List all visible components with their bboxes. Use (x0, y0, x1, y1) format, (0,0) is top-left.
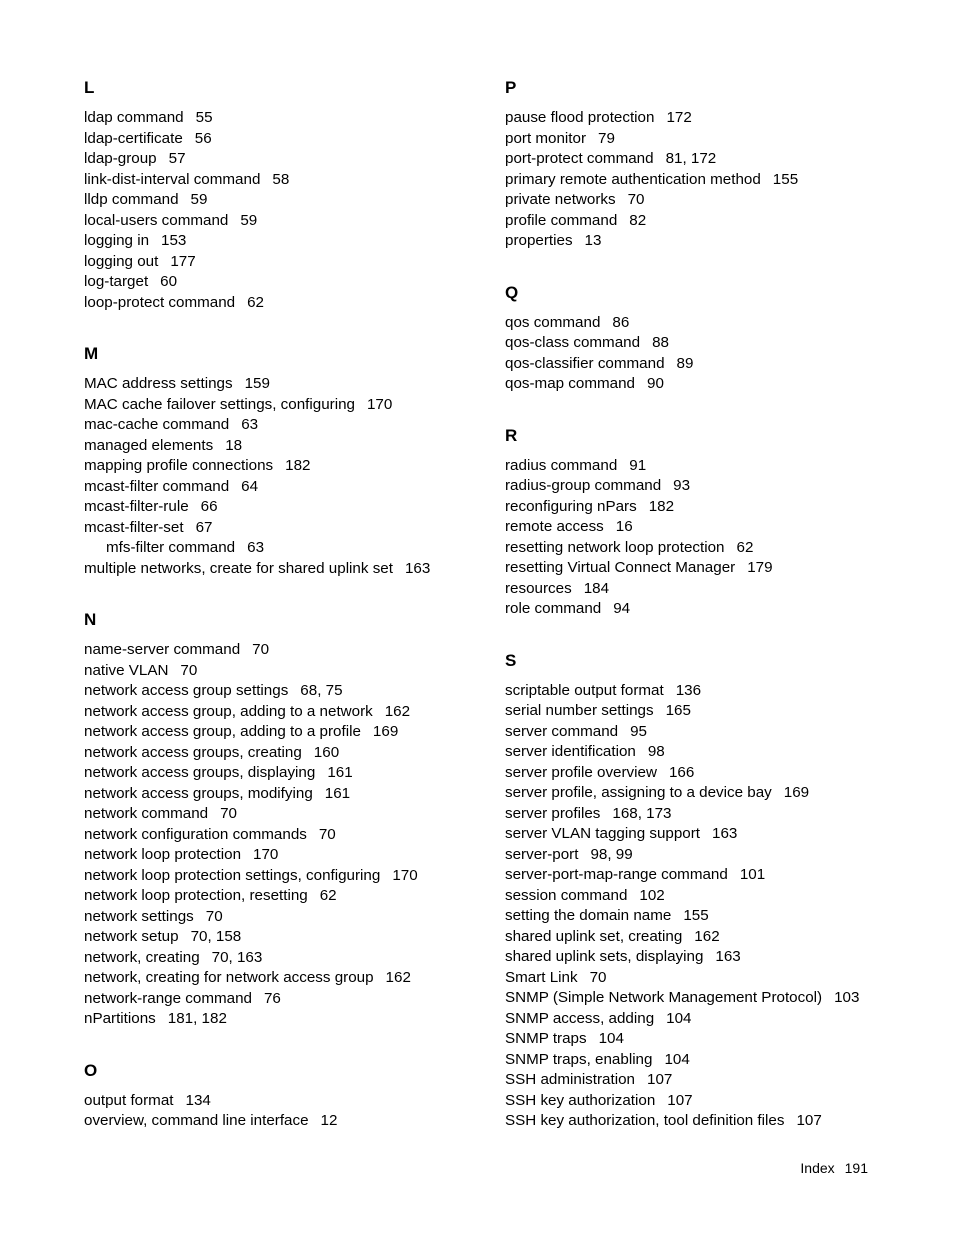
entry-term: resetting Virtual Connect Manager (505, 559, 736, 576)
index-entry (505, 988, 925, 1009)
index-entry (84, 456, 484, 477)
index-entry (84, 170, 484, 191)
entry-page-ref[interactable]: 162 (385, 969, 411, 986)
entry-term: remote access (505, 518, 604, 535)
entry-term: log-target (84, 273, 149, 290)
index-entry (505, 968, 925, 989)
entry-term: qos-map command (505, 375, 635, 392)
index-entry (84, 559, 484, 580)
entry-term: properties (505, 232, 573, 249)
entry-term: nPartitions (84, 1010, 156, 1027)
section-gap (84, 579, 484, 608)
entry-term: pause flood protection (505, 109, 655, 126)
entry-page-ref[interactable]: 177 (170, 252, 196, 270)
index-entry (84, 374, 484, 395)
entry-term: primary remote authentication method (505, 170, 761, 188)
section-gap (505, 252, 925, 281)
entry-page-ref[interactable]: 93 (673, 477, 691, 494)
entry-page-ref[interactable]: 64 (241, 477, 259, 495)
entry-page-ref[interactable]: 163 (712, 825, 738, 842)
index-entry (505, 558, 925, 579)
entry-page-ref[interactable]: 82 (629, 211, 647, 229)
entry-page-ref[interactable]: 182 (285, 457, 311, 474)
entry-term: setting the domain name (505, 907, 672, 924)
entry-page-ref[interactable]: 161 (327, 764, 353, 781)
entry-page-ref[interactable]: 59 (190, 191, 208, 208)
section-gap (505, 620, 925, 649)
entry-term: name-server command (84, 641, 241, 658)
entry-term: loop-protect command (84, 293, 236, 311)
entry-page-ref[interactable]: 136 (675, 681, 702, 699)
entry-page-ref[interactable]: 168, 173 (612, 804, 672, 822)
index-entry (505, 1050, 925, 1071)
entry-term: server identification (505, 743, 636, 760)
index-entry (84, 211, 484, 232)
entry-term: radius-group command (505, 477, 662, 494)
entry-term: server VLAN tagging support (505, 825, 701, 842)
entry-page-ref[interactable]: 95 (630, 722, 648, 740)
entry-term: resetting network loop protection (505, 538, 725, 556)
entry-term: private networks (505, 191, 616, 208)
index-entry (84, 293, 484, 314)
entry-page-ref[interactable]: 170 (253, 846, 279, 863)
entry-page-ref[interactable]: 170 (392, 866, 418, 884)
entry-page-ref[interactable]: 79 (598, 129, 615, 147)
entry-term: managed elements (84, 436, 214, 454)
entry-page-ref[interactable]: 160 (313, 743, 340, 761)
index-entry (84, 784, 484, 805)
entry-term: SNMP access, adding (505, 1009, 655, 1027)
index-entry (84, 1009, 484, 1030)
index-entry (84, 948, 484, 969)
entry-term: network access group, adding to a profile (84, 723, 361, 740)
entry-term: lldp command (84, 191, 179, 208)
index-entry (84, 1091, 484, 1112)
index-entry (84, 681, 484, 702)
index-entry (505, 456, 925, 477)
entry-term: link-dist-interval command (84, 170, 261, 188)
index-entry (84, 886, 484, 907)
entry-page-ref[interactable]: 184 (583, 579, 610, 597)
entry-term: server profiles (505, 804, 601, 822)
entry-page-ref[interactable]: 170 (366, 395, 393, 413)
entry-term: mac-cache command (84, 416, 230, 433)
entry-page-ref[interactable]: 63 (241, 416, 259, 433)
index-entry (84, 722, 484, 743)
entry-term: mcast-filter command (84, 477, 230, 495)
entry-page-ref[interactable]: 104 (598, 1030, 624, 1047)
index-entry (84, 989, 484, 1010)
section-gap (84, 1030, 484, 1059)
entry-page-ref[interactable]: 70, 158 (190, 928, 242, 945)
index-entry (505, 906, 925, 927)
index-entry (84, 825, 484, 846)
index-entry (505, 517, 925, 538)
entry-page-ref[interactable]: 70 (627, 191, 645, 208)
section-letter: O (84, 1060, 98, 1080)
entry-page-ref[interactable]: 16 (615, 518, 633, 535)
entry-term: network, creating (84, 948, 200, 966)
entry-term: resources (505, 579, 572, 597)
index-column-left (84, 76, 484, 1132)
index-entry (84, 149, 484, 170)
entry-page-ref[interactable]: 88 (652, 334, 669, 351)
index-entry (84, 129, 484, 150)
entry-term: mcast-filter-set (84, 518, 184, 536)
index-entry (84, 477, 484, 498)
entry-term: server-port-map-range command (505, 866, 728, 883)
entry-term: network access group, adding to a network (84, 702, 373, 720)
entry-page-ref[interactable]: 70 (205, 907, 223, 925)
entry-term: session command (505, 886, 628, 904)
entry-term: network, creating for network access group (84, 969, 374, 986)
entry-term: port monitor (505, 129, 587, 147)
entry-term: MAC address settings (84, 375, 233, 392)
entry-term: network access groups, displaying (84, 764, 316, 781)
entry-term: logging in (84, 232, 150, 249)
index-entry (84, 415, 484, 436)
entry-term: server-port (505, 845, 579, 863)
index-entry (84, 1111, 484, 1132)
entry-page-ref[interactable]: 70 (589, 968, 607, 986)
index-entry (505, 804, 925, 825)
entry-page-ref[interactable]: 161 (324, 784, 351, 802)
entry-page-ref[interactable]: 63 (247, 539, 265, 556)
entry-page-ref[interactable]: 159 (244, 375, 270, 392)
entry-term: output format (84, 1091, 174, 1109)
entry-term: network access group settings (84, 682, 289, 699)
index-entry (505, 354, 925, 375)
entry-term: network access groups, modifying (84, 784, 313, 802)
entry-term: SNMP traps, enabling (505, 1050, 653, 1068)
entry-page-ref[interactable]: 134 (185, 1091, 211, 1109)
index-entry (84, 538, 484, 559)
entry-term: mapping profile connections (84, 457, 274, 474)
index-entry (84, 252, 484, 273)
section-letter: L (84, 78, 95, 97)
entry-page-ref[interactable]: 56 (194, 129, 212, 147)
entry-term: qos command (505, 313, 601, 331)
entry-page-ref[interactable]: 55 (195, 109, 213, 126)
section-gap (84, 313, 484, 342)
entry-term: network configuration commands (84, 825, 307, 843)
entry-term: server profile, assigning to a device bay (505, 784, 772, 801)
entry-page-ref[interactable]: 13 (584, 232, 602, 249)
entry-term: network loop protection, resetting (84, 887, 308, 904)
entry-page-ref[interactable]: 162 (384, 702, 411, 720)
entry-page-ref[interactable]: 60 (160, 273, 178, 290)
index-entry (505, 1029, 925, 1050)
index-section (505, 649, 925, 1132)
entry-term: qos-classifier command (505, 354, 665, 372)
index-entry (84, 927, 484, 948)
entry-term: native VLAN (84, 661, 169, 679)
index-entry (505, 701, 925, 722)
section-letter: Q (505, 282, 519, 302)
index-entry (505, 742, 925, 763)
section-gap (505, 395, 925, 424)
index-entry (505, 681, 925, 702)
index-column-right (505, 76, 925, 1132)
index-entry (505, 947, 925, 968)
index-entry (505, 783, 925, 804)
entry-page-ref[interactable]: 70, 163 (211, 948, 263, 966)
entry-page-ref[interactable]: 107 (647, 1071, 673, 1088)
entry-term: Smart Link (505, 968, 578, 986)
entry-page-ref[interactable]: 104 (666, 1009, 692, 1027)
index-entry (505, 129, 925, 150)
index-entry (84, 804, 484, 825)
entry-term: local-users command (84, 211, 229, 229)
entry-page-ref[interactable]: 70 (318, 825, 336, 843)
entry-term: overview, command line interface (84, 1112, 309, 1129)
index-entry (84, 743, 484, 764)
section-letter: P (505, 78, 517, 97)
entry-term: server command (505, 722, 619, 740)
index-entry (84, 518, 484, 539)
entry-term: ldap command (84, 109, 184, 126)
entry-page-ref[interactable]: 169 (783, 784, 810, 801)
index-entry (84, 661, 484, 682)
index-entry (505, 313, 925, 334)
index-entry (505, 149, 925, 170)
entry-term: network access groups, creating (84, 743, 302, 761)
index-entry (505, 476, 925, 497)
entry-page-ref[interactable]: 57 (168, 150, 186, 167)
entry-page-ref[interactable]: 155 (772, 170, 799, 188)
entry-term: network command (84, 805, 209, 822)
entry-page-ref[interactable]: 179 (747, 559, 773, 576)
section-letter: S (505, 650, 517, 670)
index-entry (505, 763, 925, 784)
entry-page-ref[interactable]: 104 (664, 1050, 690, 1068)
index-entry (505, 231, 925, 252)
entry-term: scriptable output format (505, 681, 664, 699)
entry-term: radius command (505, 456, 618, 474)
entry-term: mfs-filter command (106, 539, 236, 556)
index-entry (84, 190, 484, 211)
page-number: 191 (844, 1160, 868, 1176)
entry-page-ref[interactable]: 101 (739, 866, 766, 883)
entry-page-ref[interactable]: 155 (683, 907, 709, 924)
index-section (505, 76, 925, 252)
entry-term: shared uplink sets, displaying (505, 948, 704, 965)
entry-term: mcast-filter-rule (84, 498, 189, 515)
entry-page-ref[interactable]: 62 (736, 538, 754, 556)
entry-page-ref[interactable]: 70 (180, 661, 198, 679)
entry-term: network setup (84, 928, 179, 945)
entry-term: logging out (84, 252, 159, 270)
index-section (505, 424, 925, 620)
index-entry (84, 231, 484, 252)
entry-term: shared uplink set, creating (505, 927, 683, 945)
index-section (84, 608, 484, 1030)
entry-term: ldap-group (84, 150, 157, 167)
index-entry (84, 395, 484, 416)
index-entry (505, 865, 925, 886)
entry-page-ref[interactable]: 163 (404, 559, 431, 577)
index-section (505, 281, 925, 395)
entry-page-ref[interactable]: 172 (666, 109, 692, 126)
entry-term: SNMP (Simple Network Management Protocol) (505, 989, 823, 1006)
entry-term: network loop protection (84, 846, 242, 863)
entry-term: ldap-certificate (84, 129, 183, 147)
section-letter: M (84, 344, 99, 363)
entry-page-ref[interactable]: 98 (647, 743, 665, 760)
entry-term: role command (505, 600, 602, 617)
entry-page-ref[interactable]: 98, 99 (590, 845, 633, 863)
entry-term: multiple networks, create for shared uplink set (84, 559, 393, 577)
index-section (84, 1059, 484, 1132)
entry-term: profile command (505, 211, 618, 229)
entry-page-ref[interactable]: 90 (647, 375, 664, 392)
entry-page-ref[interactable]: 107 (796, 1112, 822, 1129)
index-entry (505, 927, 925, 948)
index-entry (505, 886, 925, 907)
index-entry (505, 579, 925, 600)
index-entry (505, 722, 925, 743)
entry-page-ref[interactable]: 66 (200, 498, 218, 515)
entry-page-ref[interactable]: 91 (629, 456, 647, 474)
index-entry (84, 907, 484, 928)
index-entry (505, 170, 925, 191)
entry-term: network loop protection settings, configuring (84, 866, 381, 884)
entry-term: SSH key authorization (505, 1091, 656, 1109)
index-entry (84, 866, 484, 887)
index-entry (505, 211, 925, 232)
index-entry (84, 640, 484, 661)
entry-term: SNMP traps (505, 1030, 587, 1047)
index-entry (505, 374, 925, 395)
entry-page-ref[interactable]: 165 (665, 702, 691, 719)
entry-term: MAC cache failover settings, configuring (84, 395, 355, 413)
entry-page-ref[interactable]: 68, 75 (300, 682, 343, 699)
entry-page-ref[interactable]: 62 (247, 293, 265, 311)
index-entry (84, 845, 484, 866)
entry-page-ref[interactable]: 107 (667, 1091, 693, 1109)
index-entry (505, 1009, 925, 1030)
entry-term: SSH key authorization, tool definition files (505, 1112, 785, 1129)
entry-term: server profile overview (505, 763, 657, 781)
index-entry (505, 108, 925, 129)
index-section (84, 76, 484, 313)
index-entry (84, 272, 484, 293)
entry-page-ref[interactable]: 166 (668, 763, 695, 781)
index-entry (84, 763, 484, 784)
entry-term: network settings (84, 907, 194, 925)
entry-page-ref[interactable]: 70 (252, 641, 270, 658)
section-letter: N (84, 610, 97, 629)
entry-page-ref[interactable]: 86 (612, 313, 630, 331)
entry-page-ref[interactable]: 81, 172 (665, 150, 717, 167)
entry-page-ref[interactable]: 62 (319, 887, 337, 904)
entry-page-ref[interactable]: 59 (240, 211, 258, 229)
index-entry (84, 968, 484, 989)
index-entry (84, 108, 484, 129)
index-section (84, 342, 484, 579)
entry-page-ref[interactable]: 162 (694, 927, 720, 945)
index-entry (505, 845, 925, 866)
footer-label: Index (800, 1160, 835, 1176)
index-entry (84, 497, 484, 518)
index-entry (505, 824, 925, 845)
entry-page-ref[interactable]: 181, 182 (167, 1010, 227, 1027)
entry-page-ref[interactable]: 89 (676, 354, 694, 372)
entry-page-ref[interactable]: 58 (272, 170, 290, 188)
index-entry (84, 436, 484, 457)
entry-page-ref[interactable]: 18 (225, 436, 243, 454)
entry-page-ref[interactable]: 12 (320, 1112, 338, 1129)
entry-page-ref[interactable]: 102 (639, 886, 665, 904)
entry-page-ref[interactable]: 169 (372, 723, 399, 740)
entry-term: serial number settings (505, 702, 654, 719)
index-entry (84, 702, 484, 723)
entry-page-ref[interactable]: 182 (648, 497, 675, 515)
entry-page-ref[interactable]: 163 (715, 948, 741, 965)
index-entry (505, 1111, 925, 1132)
index-entry (505, 497, 925, 518)
entry-page-ref[interactable]: 76 (263, 989, 281, 1007)
entry-term: network-range command (84, 989, 252, 1007)
page-footer (800, 1158, 868, 1178)
index-entry (505, 333, 925, 354)
entry-page-ref[interactable]: 67 (195, 518, 213, 536)
entry-term: SSH administration (505, 1071, 635, 1088)
entry-term: port-protect command (505, 150, 654, 167)
section-letter: R (505, 425, 518, 445)
index-entry (505, 1091, 925, 1112)
entry-term: reconfiguring nPars (505, 497, 637, 515)
index-entry (505, 599, 925, 620)
entry-page-ref[interactable]: 70 (220, 805, 237, 822)
entry-page-ref[interactable]: 94 (613, 600, 631, 617)
entry-term: qos-class command (505, 334, 641, 351)
index-entry (505, 538, 925, 559)
entry-page-ref[interactable]: 153 (161, 232, 187, 249)
entry-page-ref[interactable]: 103 (834, 989, 860, 1006)
index-entry (505, 1070, 925, 1091)
index-entry (505, 190, 925, 211)
